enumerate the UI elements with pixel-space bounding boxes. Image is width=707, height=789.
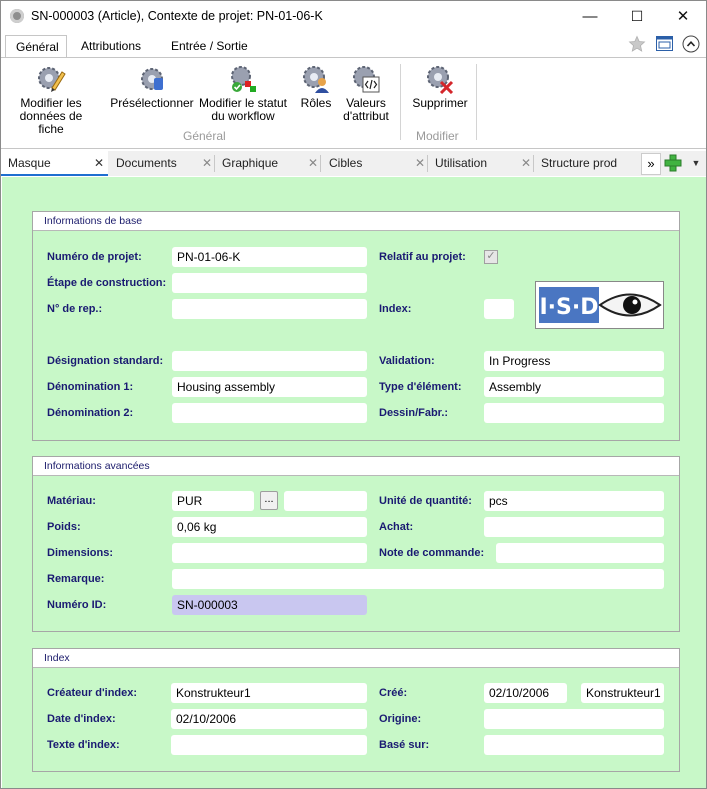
ribbon-end-separator [476, 64, 477, 140]
dimensions-label: Dimensions: [47, 547, 114, 559]
close-icon[interactable]: ✕ [201, 156, 212, 170]
tab-structure-prod[interactable] [534, 151, 645, 175]
close-button[interactable]: ✕ [676, 8, 690, 25]
logo-text: I·S·D [539, 295, 599, 320]
created-by-field[interactable]: Konstrukteur1 [581, 683, 664, 703]
delete-label: Supprimer [412, 96, 468, 110]
attribute-values-button[interactable] [337, 64, 395, 123]
app-icon [10, 9, 24, 23]
material-field[interactable]: PUR [172, 491, 254, 511]
attribute-values-label-1: Valeurs [346, 96, 386, 110]
tab-cibles[interactable] [322, 151, 429, 175]
index-date-field[interactable]: 02/10/2006 [171, 709, 367, 729]
tab-dropdown-icon[interactable]: ▼ [691, 158, 701, 168]
tab-utilisation-label: Utilisation [435, 156, 488, 170]
project-relative-checkbox[interactable]: ✓ [484, 250, 498, 264]
element-type-field[interactable]: Assembly [484, 377, 664, 397]
ribbon-tab-input-output[interactable]: Entrée / Sortie [171, 39, 248, 53]
order-note-label: Note de commande: [379, 547, 485, 559]
index-panel [32, 648, 680, 772]
project-number-field[interactable]: PN-01-06-K [172, 247, 367, 267]
index-label: Index: [379, 303, 412, 315]
standard-designation-label: Désignation standard: [47, 355, 164, 367]
close-icon[interactable]: ✕ [414, 156, 425, 170]
ribbon-panel [1, 57, 706, 149]
tab-documents-label: Documents [116, 156, 177, 170]
roles-label: Rôles [300, 96, 332, 110]
index-field[interactable] [484, 299, 514, 319]
modify-record-label-2: données de fiche [19, 109, 83, 136]
weight-label: Poids: [47, 521, 81, 533]
dimensions-field[interactable] [172, 543, 367, 563]
star-icon[interactable] [628, 35, 646, 53]
tab-graphique-label: Graphique [222, 156, 279, 170]
maximize-button[interactable]: ☐ [630, 8, 644, 24]
index-text-label: Texte d'index: [47, 739, 120, 751]
ribbon-group-modify-label: Modifier [416, 129, 459, 143]
index-creator-label: Créateur d'index: [47, 687, 138, 699]
tab-graphique[interactable] [215, 151, 322, 175]
workflow-status-label-2: du workflow [211, 109, 275, 123]
ribbon-group-separator [400, 64, 401, 140]
tab-masque[interactable] [1, 151, 108, 176]
quantity-unit-label: Unité de quantité: [379, 495, 472, 507]
material-browse-button[interactable]: ... [260, 491, 278, 510]
drawing-label: Dessin/Fabr.: [379, 407, 449, 419]
form-content [2, 177, 706, 788]
close-icon[interactable]: ✕ [307, 156, 318, 170]
tab-utilisation[interactable] [428, 151, 535, 175]
edit-gear-icon [36, 64, 66, 94]
construction-stage-label: Étape de construction: [47, 277, 167, 289]
close-icon[interactable]: ✕ [93, 156, 104, 170]
ribbon-tab-general[interactable]: Général [5, 35, 67, 58]
delete-button[interactable] [408, 64, 472, 110]
modify-record-button[interactable] [9, 64, 93, 136]
basic-info-panel [32, 211, 680, 441]
preselect-button[interactable] [107, 64, 197, 110]
more-tabs-button[interactable]: » [641, 153, 661, 175]
origin-label: Origine: [379, 713, 422, 725]
name1-label: Dénomination 1: [47, 381, 134, 393]
based-on-field[interactable] [484, 735, 664, 755]
modify-record-label-1: Modifier les [20, 96, 82, 110]
standard-designation-field[interactable] [172, 351, 367, 371]
tab-structure-prod-label: Structure prod [541, 156, 618, 170]
remark-label: Remarque: [47, 573, 105, 585]
project-number-label: Numéro de projet: [47, 251, 142, 263]
workflow-icon [228, 64, 258, 94]
attribute-values-label-2: d'attribut [343, 109, 389, 123]
add-tab-icon[interactable] [663, 153, 683, 173]
index-date-label: Date d'index: [47, 713, 116, 725]
element-type-label: Type d'élément: [379, 381, 462, 393]
attribute-code-icon [351, 64, 381, 94]
id-number-field: SN-000003 [172, 595, 367, 615]
rep-number-label: N° de rep.: [47, 303, 103, 315]
origin-field[interactable] [484, 709, 664, 729]
remark-field[interactable] [172, 569, 664, 589]
material-extra-field[interactable] [284, 491, 367, 511]
advanced-info-header [33, 457, 679, 476]
tab-cibles-label: Cibles [329, 156, 363, 170]
name1-field[interactable]: Housing assembly [172, 377, 367, 397]
delete-gear-icon [425, 64, 455, 94]
ribbon-group-general-label: Général [183, 129, 226, 143]
tab-masque-label: Masque [8, 156, 51, 170]
purchase-label: Achat: [379, 521, 414, 533]
window-layout-icon[interactable] [656, 36, 673, 51]
preselect-gear-icon [137, 64, 167, 94]
validation-field[interactable]: In Progress [484, 351, 664, 371]
index-text-field[interactable] [171, 735, 367, 755]
title-bar [1, 1, 706, 32]
close-icon[interactable]: ✕ [520, 156, 531, 170]
material-label: Matériau: [47, 495, 96, 507]
purchase-field[interactable] [484, 517, 664, 537]
quantity-unit-field[interactable]: pcs [484, 491, 664, 511]
document-tab-bar [1, 151, 706, 176]
workflow-status-label-1: Modifier le statut [198, 96, 288, 110]
window-title: SN-000003 (Article), Contexte de projet: PN-01-06-K [31, 9, 323, 23]
workflow-status-button[interactable] [197, 64, 289, 123]
created-label: Créé: [379, 687, 408, 699]
minimize-button[interactable]: — [582, 8, 598, 25]
name2-label: Dénomination 2: [47, 407, 134, 419]
roles-button[interactable] [295, 64, 337, 110]
tab-documents[interactable] [109, 151, 216, 175]
drawing-field[interactable] [484, 403, 664, 423]
project-relative-label: Relatif au projet: [379, 251, 466, 263]
isd-logo [535, 281, 664, 329]
preselect-label: Présélectionner [110, 96, 194, 110]
order-note-field[interactable] [496, 543, 664, 563]
index-header [33, 649, 679, 668]
advanced-info-title: Informations avancées [44, 460, 150, 472]
tab-separator [320, 155, 321, 172]
basic-info-header [33, 212, 679, 231]
name2-field[interactable] [172, 403, 367, 423]
weight-field[interactable]: 0,06 kg [172, 517, 367, 537]
created-date-field[interactable]: 02/10/2006 [484, 683, 567, 703]
based-on-label: Basé sur: [379, 739, 430, 751]
advanced-info-panel [32, 456, 680, 632]
validation-label: Validation: [379, 355, 435, 367]
roles-icon [301, 64, 331, 94]
ribbon-tab-attributions[interactable]: Attributions [81, 39, 142, 53]
rep-number-field[interactable] [172, 299, 367, 319]
construction-stage-field[interactable] [172, 273, 367, 293]
index-title: Index [44, 652, 70, 664]
index-creator-field[interactable]: Konstrukteur1 [171, 683, 367, 703]
collapse-ribbon-icon[interactable] [682, 35, 700, 53]
id-number-label: Numéro ID: [47, 599, 107, 611]
basic-info-title: Informations de base [44, 215, 143, 227]
